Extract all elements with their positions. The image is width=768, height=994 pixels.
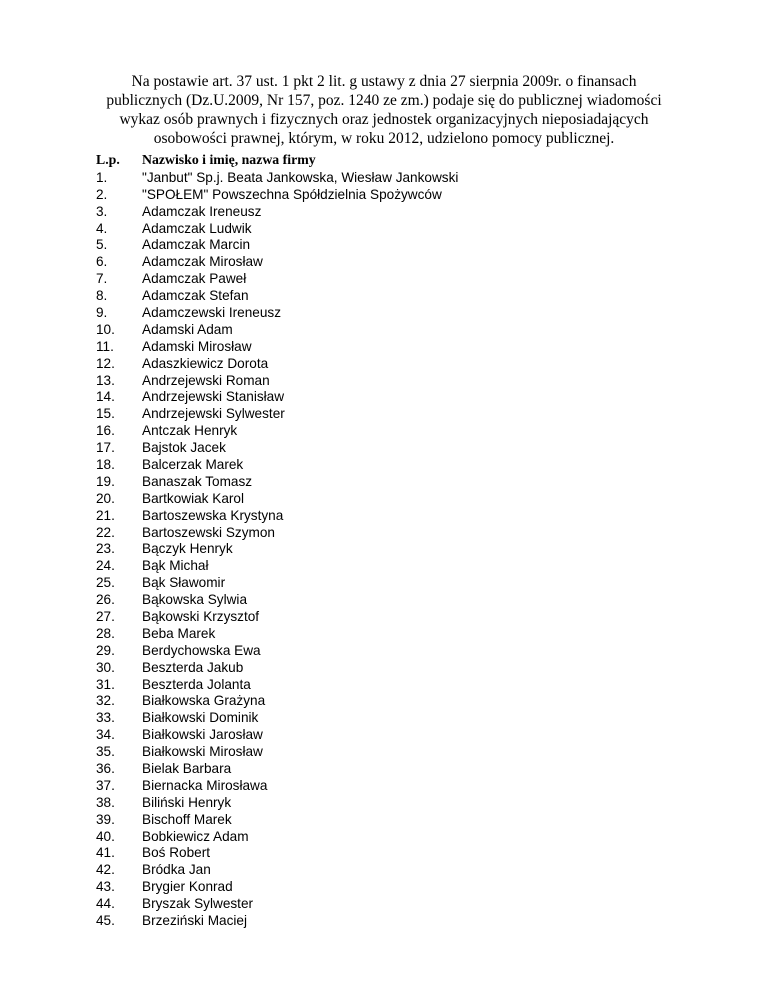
list-item xyxy=(96,743,676,760)
list-item-number: 35. xyxy=(96,744,115,760)
list-item xyxy=(96,591,676,608)
list-item-number: 30. xyxy=(96,659,115,675)
list-item xyxy=(96,811,676,828)
list-item-number: 39. xyxy=(96,811,115,827)
name-column-header: Nazwisko i imię, nazwa firmy xyxy=(142,152,316,168)
list-item-number: 11. xyxy=(96,338,114,354)
list-item-number: 16. xyxy=(96,423,115,439)
list-item-number: 29. xyxy=(96,642,115,658)
list-item-name: Andrzejewski Stanisław xyxy=(142,389,285,405)
list-item-number: 14. xyxy=(96,389,115,405)
list-item-number: 45. xyxy=(96,913,115,929)
list-item-name: Adamski Adam xyxy=(142,321,233,337)
list-item xyxy=(96,439,676,456)
list-item xyxy=(96,794,676,811)
list-item-name: Biliński Henryk xyxy=(142,794,232,810)
list-item-number: 8. xyxy=(96,288,108,304)
list-item-number: 28. xyxy=(96,625,115,641)
list-item-name: Banaszak Tomasz xyxy=(142,473,253,489)
list-item xyxy=(96,456,676,473)
list-item xyxy=(96,507,676,524)
list-header xyxy=(96,152,676,169)
list-item-name: Białkowski Dominik xyxy=(142,710,259,726)
list-item-number: 38. xyxy=(96,794,115,810)
list-item-number: 22. xyxy=(96,524,115,540)
list-item xyxy=(96,422,676,439)
list-item-number: 44. xyxy=(96,896,115,912)
list-item xyxy=(96,625,676,642)
list-item xyxy=(96,693,676,710)
list-item xyxy=(96,220,676,237)
list-item-name: Antczak Henryk xyxy=(142,423,238,439)
list-item-number: 9. xyxy=(96,304,108,320)
list-item-name: Białkowska Grażyna xyxy=(142,693,266,709)
list-item-name: Adamczak Stefan xyxy=(142,288,249,304)
list-item xyxy=(96,304,676,321)
list-item-name: Boś Robert xyxy=(142,845,211,861)
list-item-name: Bobkiewicz Adam xyxy=(142,828,249,844)
list-item-name: Bartoszewska Krystyna xyxy=(142,507,284,523)
list-item xyxy=(96,405,676,422)
list-item-number: 13. xyxy=(96,372,115,388)
list-item-name: Brygier Konrad xyxy=(142,879,233,895)
list-item xyxy=(96,574,676,591)
list-item xyxy=(96,760,676,777)
list-item-name: Bartoszewski Szymon xyxy=(142,524,275,540)
list-item xyxy=(96,845,676,862)
list-item-number: 6. xyxy=(96,254,108,270)
list-item-number: 15. xyxy=(96,406,115,422)
list-item-number: 42. xyxy=(96,862,115,878)
list-item-name: Bródka Jan xyxy=(142,862,211,878)
list-item xyxy=(96,253,676,270)
list-rows xyxy=(96,169,676,929)
list-item-number: 10. xyxy=(96,321,115,337)
lp-column-header: L.p. xyxy=(96,152,120,168)
list-item-name: Bąk Michał xyxy=(142,558,209,574)
list-item-number: 1. xyxy=(96,169,108,185)
recipients-list xyxy=(96,152,676,929)
list-item-name: Bączyk Henryk xyxy=(142,541,233,557)
list-item xyxy=(96,321,676,338)
list-item-number: 5. xyxy=(96,237,108,253)
list-item-name: Bąkowska Sylwia xyxy=(142,592,248,608)
list-item-number: 12. xyxy=(96,355,115,371)
list-item-number: 4. xyxy=(96,220,108,236)
list-item xyxy=(96,659,676,676)
list-item-number: 32. xyxy=(96,693,115,709)
list-item xyxy=(96,895,676,912)
list-item-number: 26. xyxy=(96,592,115,608)
list-item xyxy=(96,524,676,541)
list-item-number: 19. xyxy=(96,473,115,489)
list-item-name: Bąk Sławomir xyxy=(142,575,226,591)
list-item xyxy=(96,676,676,693)
list-item-name: Białkowski Jarosław xyxy=(142,727,263,743)
list-item-name: "Janbut" Sp.j. Beata Jankowska, Wiesław Jankowski xyxy=(142,169,459,185)
list-item-number: 21. xyxy=(96,507,115,523)
list-item-name: Balcerzak Marek xyxy=(142,456,244,472)
list-item-number: 33. xyxy=(96,710,115,726)
list-item-number: 31. xyxy=(96,676,115,692)
list-item xyxy=(96,338,676,355)
list-item-number: 3. xyxy=(96,203,108,219)
list-item xyxy=(96,557,676,574)
list-item xyxy=(96,169,676,186)
list-item xyxy=(96,861,676,878)
list-item-number: 43. xyxy=(96,879,115,895)
list-item-name: Adamczak Ireneusz xyxy=(142,203,262,219)
list-item-number: 17. xyxy=(96,440,115,456)
list-item-name: Berdychowska Ewa xyxy=(142,642,261,658)
list-item xyxy=(96,355,676,372)
list-item-name: Beszterda Jakub xyxy=(142,659,244,675)
list-item-name: Brzeziński Maciej xyxy=(142,913,247,929)
list-item xyxy=(96,270,676,287)
list-item-name: Białkowski Mirosław xyxy=(142,744,263,760)
list-item xyxy=(96,203,676,220)
list-item-name: Bąkowski Krzysztof xyxy=(142,608,260,624)
list-item xyxy=(96,912,676,929)
list-item-number: 36. xyxy=(96,761,115,776)
list-item xyxy=(96,709,676,726)
list-item xyxy=(96,236,676,253)
list-item xyxy=(96,540,676,557)
list-item-name: Adamczak Paweł xyxy=(142,271,247,287)
list-item-number: 2. xyxy=(96,186,108,202)
list-item-number: 23. xyxy=(96,541,115,557)
list-item-name: Andrzejewski Roman xyxy=(142,372,270,388)
list-item xyxy=(96,388,676,405)
list-item-name: Biernacka Mirosława xyxy=(142,777,268,793)
list-item-name: Andrzejewski Sylwester xyxy=(142,406,285,422)
list-item-number: 20. xyxy=(96,490,115,506)
list-item-name: Bartkowiak Karol xyxy=(142,490,244,506)
list-item-number: 27. xyxy=(96,608,115,624)
list-item-name: Bischoff Marek xyxy=(142,811,232,827)
list-item-name: Beszterda Jolanta xyxy=(142,676,251,692)
list-item xyxy=(96,372,676,389)
list-item-number: 34. xyxy=(96,727,115,743)
list-item-number: 37. xyxy=(96,777,115,793)
list-item xyxy=(96,473,676,490)
list-item-name: Adamczewski Ireneusz xyxy=(142,304,282,320)
list-item xyxy=(96,642,676,659)
list-item-name: Adamczak Ludwik xyxy=(142,220,252,236)
list-item xyxy=(96,287,676,304)
list-item xyxy=(96,608,676,625)
list-item xyxy=(96,186,676,203)
list-item-number: 41. xyxy=(96,845,115,861)
list-item xyxy=(96,878,676,895)
list-item-name: Bajstok Jacek xyxy=(142,440,226,456)
list-item xyxy=(96,490,676,507)
list-item xyxy=(96,777,676,794)
list-item-name: Adamski Mirosław xyxy=(142,338,252,354)
list-item-name: Adamczak Marcin xyxy=(142,237,251,253)
list-item-number: 25. xyxy=(96,575,115,591)
list-item-number: 18. xyxy=(96,456,115,472)
intro-paragraph: Na postawie art. 37 ust. 1 pkt 2 lit. g ustawy z dnia 27 sierpnia 2009r. o finansach publicznych (Dz.U.2009, Nr 157, poz. 1240 ze zm.) podaje się do publicznej wiadomości wykaz osób prawnych i fizycznych oraz jednostek organizacyjnych nieposiadających osobowości prawnej, którym, w roku 2012, udzielono pomocy publicznej. xyxy=(106,73,662,147)
list-item-name: "SPOŁEM" Powszechna Spółdzielnia Spożywców xyxy=(142,186,442,202)
list-item-name: Bryszak Sylwester xyxy=(142,896,254,912)
list-item-number: 7. xyxy=(96,271,108,287)
list-item-number: 24. xyxy=(96,558,115,574)
list-item-number: 40. xyxy=(96,828,115,844)
list-item-name: Adaszkiewicz Dorota xyxy=(142,355,269,371)
list-item-name: Beba Marek xyxy=(142,625,216,641)
list-item xyxy=(96,726,676,743)
list-item-name: Adamczak Mirosław xyxy=(142,254,263,270)
list-item xyxy=(96,828,676,845)
list-item-name: Bielak Barbara xyxy=(142,761,232,776)
